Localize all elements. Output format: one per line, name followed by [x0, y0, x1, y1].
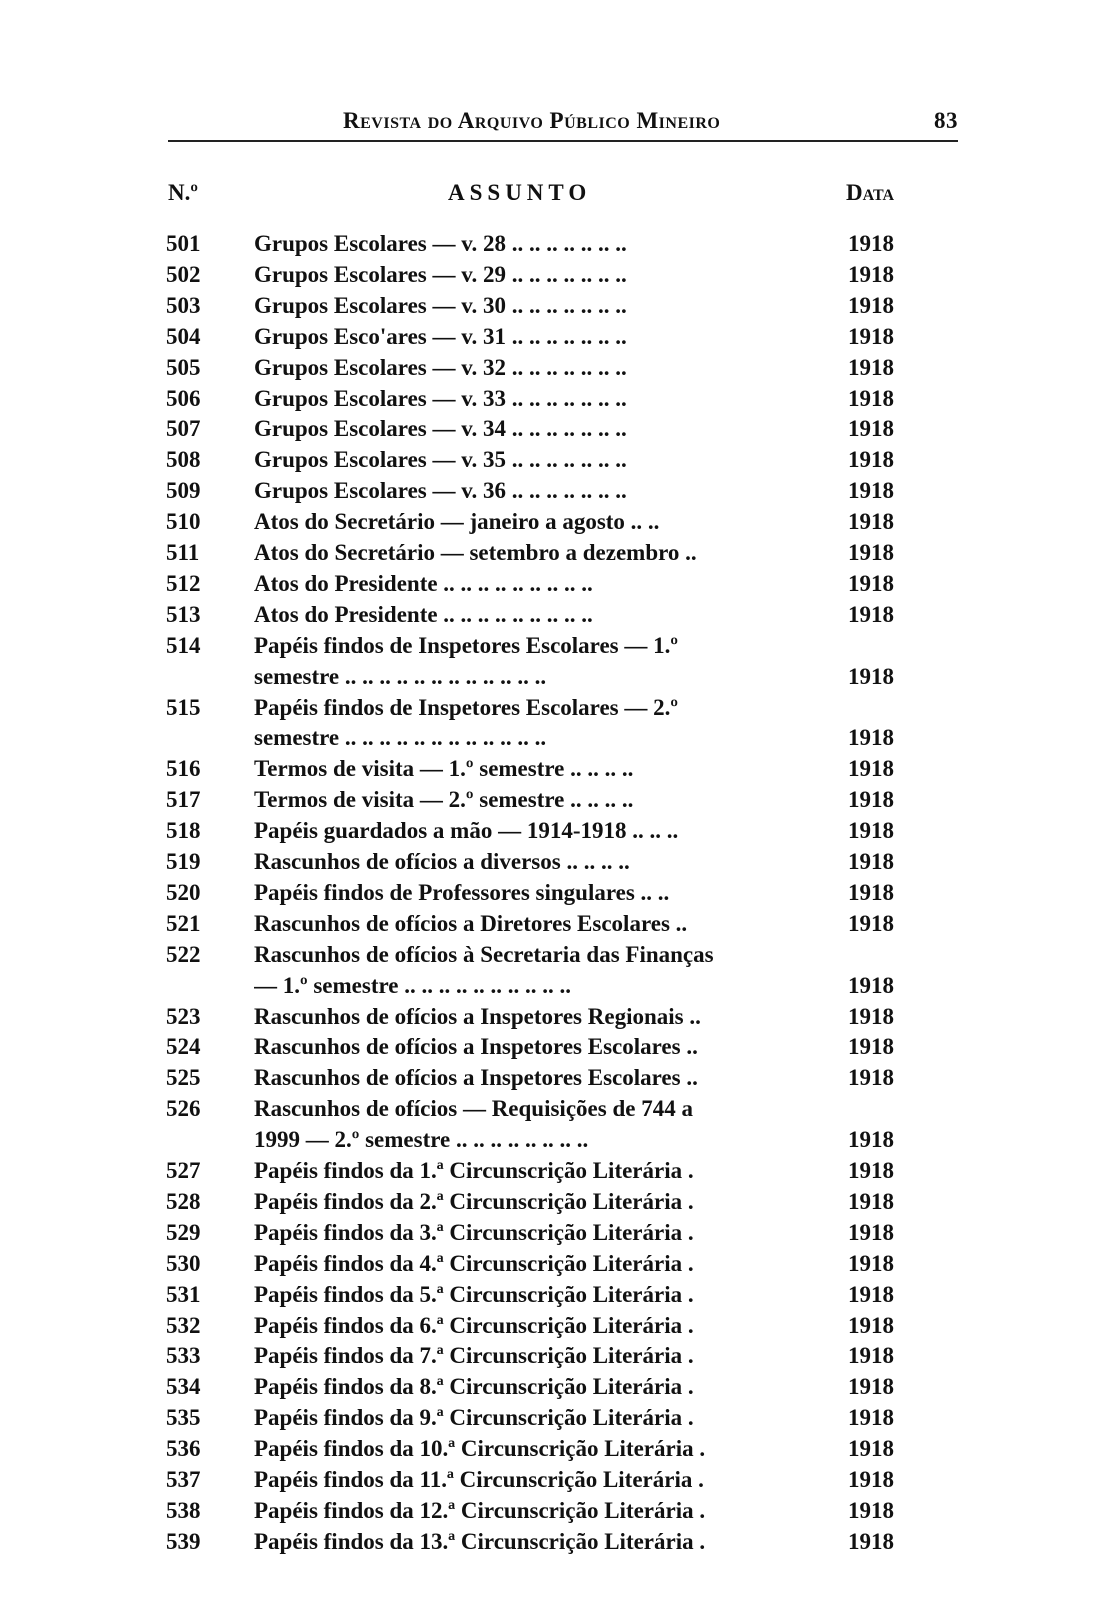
entry-year: 1918	[848, 1127, 894, 1153]
entry-year: 1918	[848, 818, 894, 844]
entry-number: 506	[166, 385, 201, 411]
list-item	[0, 1186, 1120, 1217]
list-item	[0, 383, 1120, 414]
list-item	[0, 1155, 1120, 1186]
entry-number: 520	[166, 879, 201, 905]
entry-year: 1918	[848, 1343, 894, 1369]
list-item	[0, 444, 1120, 475]
entry-subject: Papéis findos da 1.ª Circunscrição Literária .	[254, 1158, 694, 1183]
entry-number: 531	[166, 1281, 201, 1307]
entry-year: 1918	[848, 540, 894, 565]
entry-number: 522	[166, 941, 201, 967]
entry-year: 1918	[848, 570, 894, 596]
list-item	[0, 228, 1120, 259]
entry-number: 514	[166, 632, 201, 658]
entry-subject: Atos do Secretário — janeiro a agosto .. ..	[254, 509, 660, 535]
entry-year: 1918	[848, 663, 894, 689]
list-item	[0, 692, 1120, 754]
entry-number: 507	[166, 416, 201, 442]
entry-number: 535	[166, 1405, 201, 1431]
entry-subject: Papéis findos da 13.ª Circunscrição Literária .	[254, 1528, 706, 1554]
list-item	[0, 413, 1120, 444]
entry-subject: Grupos Escolares — v. 33 .. .. .. .. .. .. ..	[254, 385, 627, 411]
entry-subject: Papéis findos da 12.ª Circunscrição Literária .	[254, 1497, 706, 1523]
entry-year: 1918	[848, 1003, 894, 1029]
entry-number: 539	[166, 1528, 201, 1554]
list-item	[0, 352, 1120, 383]
entry-year: 1918	[848, 261, 894, 287]
list-item	[0, 537, 1120, 568]
entry-year: 1918	[848, 1436, 894, 1462]
entry-subject: Papéis findos da 2.ª Circunscrição Literária .	[254, 1188, 694, 1214]
entry-year: 1918	[848, 1405, 894, 1431]
entry-subject: Rascunhos de ofícios — Requisições de 744 a	[254, 1096, 693, 1122]
entry-number: 526	[166, 1096, 201, 1122]
entry-number: 504	[166, 323, 201, 349]
entry-number: 509	[166, 478, 201, 504]
entry-number: 519	[166, 849, 201, 874]
entry-number: 501	[166, 231, 201, 256]
entry-subject: Grupos Escolares — v. 35 .. .. .. .. .. .. ..	[254, 447, 627, 473]
list-item	[0, 939, 1120, 1001]
entry-subject: Papéis findos de Inspetores Escolares — 2.º	[254, 694, 678, 720]
entry-number: 516	[166, 756, 201, 782]
column-header-number: N.º	[168, 180, 198, 205]
entry-number: 517	[166, 787, 201, 813]
entry-year: 1918	[848, 756, 894, 782]
list-item	[0, 321, 1120, 352]
list-item	[0, 1248, 1120, 1279]
list-item	[0, 846, 1120, 877]
entry-number: 530	[166, 1250, 201, 1276]
list-item	[0, 1217, 1120, 1248]
entry-year: 1918	[848, 1219, 894, 1245]
entry-number: 518	[166, 818, 201, 844]
entry-year: 1918	[848, 231, 894, 256]
entry-number: 511	[166, 540, 200, 565]
list-item	[0, 1433, 1120, 1464]
entry-number: 502	[166, 261, 201, 287]
list-item	[0, 1093, 1120, 1155]
entry-year: 1918	[848, 1188, 894, 1214]
column-header-date: Data	[846, 180, 895, 205]
list-item	[0, 630, 1120, 692]
entry-subject: Atos do Presidente .. .. .. .. .. .. .. .. ..	[254, 601, 593, 627]
entry-subject: — 1.º semestre .. .. .. .. .. .. .. .. .. ..	[254, 972, 571, 998]
entry-year: 1918	[848, 1281, 894, 1307]
list-item	[0, 1495, 1120, 1526]
entry-number: 505	[166, 354, 201, 380]
list-item	[0, 1402, 1120, 1433]
entry-number: 527	[166, 1158, 201, 1183]
entry-subject: 1999 — 2.º semestre .. .. .. .. .. .. .. ..	[254, 1127, 589, 1153]
entry-year: 1918	[848, 292, 894, 318]
entry-subject: Papéis findos da 5.ª Circunscrição Literária .	[254, 1281, 694, 1307]
page-number: 83	[934, 108, 958, 133]
entry-subject: semestre .. .. .. .. .. .. .. .. .. .. .. ..	[254, 663, 547, 689]
entry-year: 1918	[848, 1250, 894, 1276]
entry-year: 1918	[848, 601, 894, 627]
list-item	[0, 1464, 1120, 1495]
entry-year: 1918	[848, 1374, 894, 1400]
list-item	[0, 753, 1120, 784]
list-item	[0, 1371, 1120, 1402]
entry-subject: Rascunhos de ofícios a Inspetores Escolares ..	[254, 1065, 698, 1091]
list-item	[0, 1340, 1120, 1371]
entry-subject: Papéis findos de Professores singulares .. ..	[254, 879, 670, 905]
entry-subject: Grupos Escolares — v. 36 .. .. .. .. .. .. ..	[254, 478, 627, 504]
entry-year: 1918	[848, 1467, 894, 1492]
entry-year: 1918	[848, 323, 894, 349]
entry-number: 521	[166, 910, 201, 936]
entry-subject: Grupos Escolares — v. 34 .. .. .. .. .. .. ..	[254, 416, 627, 442]
entry-subject: Atos do Presidente .. .. .. .. .. .. .. .. ..	[254, 570, 593, 596]
header-rule	[168, 140, 958, 142]
entry-year: 1918	[848, 849, 894, 874]
entry-subject: Atos do Secretário — setembro a dezembro ..	[254, 540, 697, 565]
list-item	[0, 1526, 1120, 1557]
entry-number: 532	[166, 1312, 201, 1338]
column-header-subject: ASSUNTO	[448, 180, 592, 205]
entry-subject: Papéis findos de Inspetores Escolares — 1.º	[254, 632, 678, 658]
list-item	[0, 784, 1120, 815]
entry-number: 537	[166, 1467, 201, 1492]
entry-year: 1918	[848, 447, 894, 473]
entry-subject: Rascunhos de ofícios a diversos .. .. .. ..	[254, 849, 630, 874]
entry-year: 1918	[848, 1497, 894, 1523]
entry-subject: Rascunhos de ofícios a Inspetores Regionais ..	[254, 1003, 701, 1029]
entry-subject: Papéis guardados a mão — 1914-1918 .. .. ..	[254, 818, 679, 844]
entry-subject: Termos de visita — 2.º semestre .. .. .. ..	[254, 787, 634, 813]
entry-year: 1918	[848, 385, 894, 411]
entry-subject: Grupos Escolares — v. 28 .. .. .. .. .. .. ..	[254, 231, 627, 256]
entry-number: 534	[166, 1374, 201, 1400]
entry-year: 1918	[848, 879, 894, 905]
entry-number: 503	[166, 292, 201, 318]
list-item	[0, 1031, 1120, 1062]
entry-subject: Papéis findos da 11.ª Circunscrição Literária .	[254, 1467, 704, 1492]
entry-number: 529	[166, 1219, 201, 1245]
entry-number: 510	[166, 509, 201, 535]
list-item	[0, 475, 1120, 506]
entry-number: 515	[166, 694, 201, 720]
entry-subject: Papéis findos da 10.ª Circunscrição Literária .	[254, 1436, 706, 1462]
entry-number: 508	[166, 447, 201, 473]
entry-subject: Grupos Escolares — v. 30 .. .. .. .. .. .. ..	[254, 292, 627, 318]
list-item	[0, 259, 1120, 290]
entry-subject: Grupos Escolares — v. 29 .. .. .. .. .. .. ..	[254, 261, 627, 287]
entry-subject: semestre .. .. .. .. .. .. .. .. .. .. .. ..	[254, 725, 547, 751]
entry-subject: Papéis findos da 9.ª Circunscrição Literária .	[254, 1405, 694, 1431]
entry-number: 528	[166, 1188, 201, 1214]
entry-subject: Papéis findos da 6.ª Circunscrição Literária .	[254, 1312, 694, 1338]
list-item	[0, 908, 1120, 939]
entry-year: 1918	[848, 509, 894, 535]
entry-number: 536	[166, 1436, 201, 1462]
entry-subject: Papéis findos da 3.ª Circunscrição Literária .	[254, 1219, 694, 1245]
list-item	[0, 506, 1120, 537]
list-item	[0, 1279, 1120, 1310]
entry-number: 513	[166, 601, 201, 627]
entry-year: 1918	[848, 972, 894, 998]
entry-subject: Rascunhos de ofícios à Secretaria das Finanças	[254, 941, 714, 967]
entry-subject: Termos de visita — 1.º semestre .. .. .. ..	[254, 756, 634, 782]
journal-title: Revista do Arquivo Público Mineiro	[343, 108, 721, 133]
entry-number: 524	[166, 1034, 201, 1060]
entry-subject: Grupos Escolares — v. 32 .. .. .. .. .. .. ..	[254, 354, 627, 380]
entry-number: 525	[166, 1065, 201, 1091]
list-item	[0, 1062, 1120, 1093]
entry-year: 1918	[848, 787, 894, 813]
entry-year: 1918	[848, 1065, 894, 1091]
list-item	[0, 290, 1120, 321]
list-item	[0, 599, 1120, 630]
list-item	[0, 568, 1120, 599]
entry-year: 1918	[848, 416, 894, 442]
entry-year: 1918	[848, 1158, 894, 1183]
entry-year: 1918	[848, 1528, 894, 1554]
entry-subject: Rascunhos de ofícios a Diretores Escolares ..	[254, 910, 688, 936]
entry-year: 1918	[848, 910, 894, 936]
entry-subject: Papéis findos da 8.ª Circunscrição Literária .	[254, 1374, 694, 1400]
entry-year: 1918	[848, 1312, 894, 1338]
entry-number: 533	[166, 1343, 201, 1369]
entry-subject: Rascunhos de ofícios a Inspetores Escolares ..	[254, 1034, 698, 1060]
entry-number: 538	[166, 1497, 201, 1523]
entry-subject: Papéis findos da 4.ª Circunscrição Literária .	[254, 1250, 694, 1276]
entry-subject: Papéis findos da 7.ª Circunscrição Literária .	[254, 1343, 694, 1369]
entry-year: 1918	[848, 1034, 894, 1060]
entry-year: 1918	[848, 725, 894, 751]
entry-number: 512	[166, 570, 201, 596]
entry-year: 1918	[848, 354, 894, 380]
entry-subject: Grupos Esco'ares — v. 31 .. .. .. .. .. .. ..	[254, 323, 627, 349]
list-item	[0, 877, 1120, 908]
list-item	[0, 1001, 1120, 1032]
list-item	[0, 1310, 1120, 1341]
entry-year: 1918	[848, 478, 894, 504]
list-item	[0, 815, 1120, 846]
entry-number: 523	[166, 1003, 201, 1029]
